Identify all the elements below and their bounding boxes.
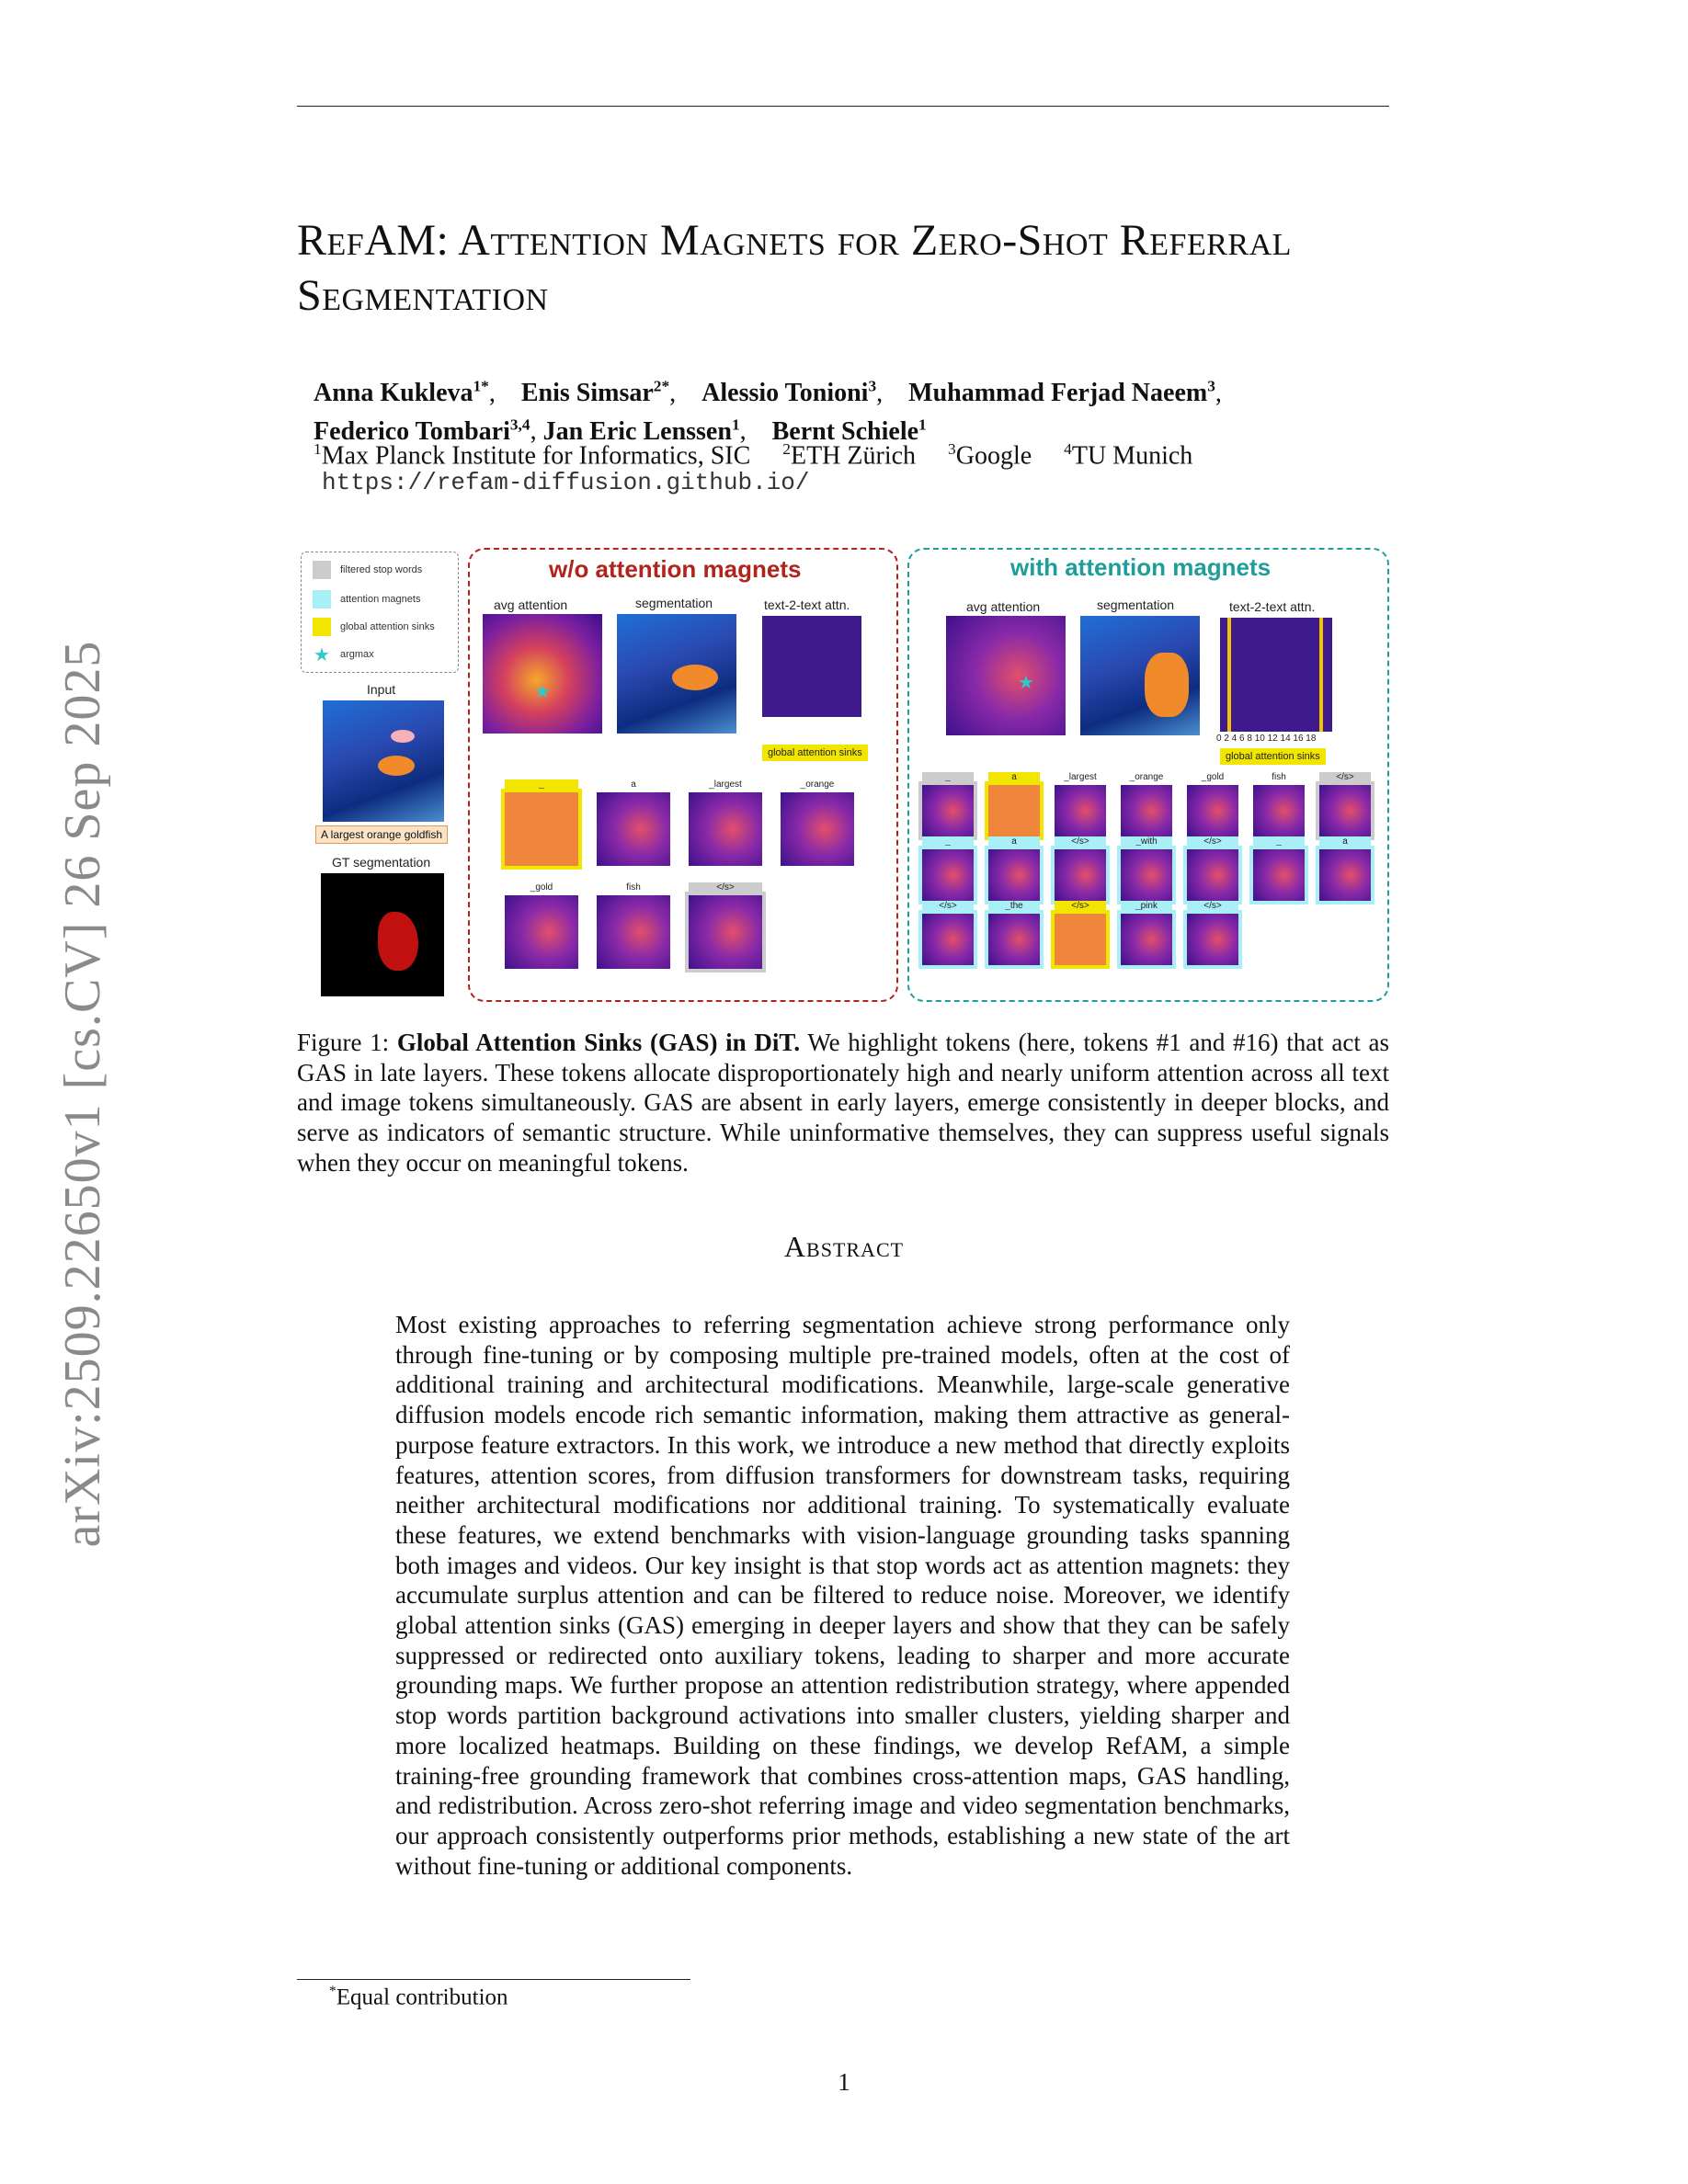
segmentation-map (617, 614, 736, 734)
panel-title: with attention magnets (1010, 553, 1272, 581)
token-attention-map (1121, 785, 1172, 836)
token-label: _gold (1201, 772, 1225, 782)
caption-text: We highlight tokens (here, tokens #1 and #16) that act as GAS in late layers. These tokens allocate disproportionately high and nearly uniform attention across all text and image tokens simultaneously. GAS are absent in early layers, emerge consistently in deeper blocks, and serve as indicators of semantic structure. While uninformative themselves, they can suppress useful signals when they occur on meaningful tokens. (297, 1029, 1390, 1177)
token-label: _ (505, 779, 578, 790)
token-attention-map (781, 792, 854, 866)
token-attention-map (1253, 849, 1305, 901)
token-attention-map (597, 895, 670, 969)
token-attention-map (505, 895, 578, 969)
footnote-rule (297, 1979, 690, 1980)
token-attention-map (922, 849, 974, 901)
legend-swatch (313, 618, 331, 636)
legend-item: attention magnets (313, 589, 420, 609)
col-label: segmentation (635, 596, 713, 610)
panel-without-magnets (468, 548, 898, 1002)
arxiv-stamp (28, 611, 138, 1576)
author-name: Federico Tombari$^{3,4}$ (314, 415, 530, 446)
sinks-label: global attention sinks (762, 745, 868, 761)
token-label: </s> (1055, 901, 1106, 911)
text-attention-matrix (762, 616, 861, 717)
col-label: text-2-text attn. (1229, 599, 1316, 614)
legend-item: ★ argmax (314, 644, 374, 665)
text-attention-matrix (1220, 618, 1332, 732)
col-label: avg attention (494, 597, 568, 612)
star-icon: ★ (1018, 673, 1034, 693)
token-attention-map (988, 785, 1040, 836)
affiliation: Google (955, 441, 1032, 471)
figure-legend (301, 552, 459, 673)
token-attention-map (1319, 785, 1371, 836)
caption-label: Figure 1: (297, 1029, 390, 1056)
token-label: a (1319, 836, 1371, 847)
token-label: _pink (1121, 901, 1172, 911)
project-url[interactable]: https://refam-diffusion.github.io/ (322, 469, 810, 496)
token-attention-map (1055, 914, 1106, 965)
token-label: _gold (530, 882, 553, 893)
token-label: fish (626, 882, 641, 893)
author-name: Jan Eric Lenssen$^1$ (542, 415, 740, 446)
token-label: </s> (1319, 772, 1371, 782)
author-name: Anna Kukleva$^{1*}$ (314, 378, 489, 408)
token-label: _orange (1129, 772, 1164, 782)
segmentation-map (1080, 616, 1200, 735)
token-label: </s> (922, 901, 974, 911)
author-name: Alessio Tonioni$^3$ (701, 378, 877, 408)
token-attention-map (1253, 785, 1305, 836)
token-label: _ (922, 772, 974, 782)
header-rule (297, 106, 1389, 107)
panel-with-magnets (907, 548, 1389, 1002)
token-attention-map (505, 792, 578, 866)
token-label: a (988, 836, 1040, 847)
token-label: a (988, 772, 1040, 782)
author-name: Enis Simsar$^{2*}$ (520, 378, 670, 408)
token-attention-map (988, 849, 1040, 901)
token-attention-map (1187, 785, 1238, 836)
affiliation: ETH Zürich (790, 441, 917, 471)
input-caption: A largest orange goldfish (315, 825, 448, 844)
figure-1 (297, 548, 1389, 1002)
legend-swatch (313, 561, 331, 579)
star-icon: ★ (534, 682, 551, 702)
affiliation: Max Planck Institute for Informatics, SIC (321, 441, 751, 471)
token-attention-map (1121, 849, 1172, 901)
token-label: _largest (1064, 772, 1097, 782)
token-attention-map (1187, 914, 1238, 965)
token-attention-map (922, 914, 974, 965)
token-attention-map (1319, 849, 1371, 901)
legend-swatch (313, 590, 331, 609)
author-name: Muhammad Ferjad Naeem$^3$ (908, 378, 1215, 408)
token-attention-map (988, 914, 1040, 965)
token-attention-map (1187, 849, 1238, 901)
star-icon: ★ (314, 644, 330, 665)
page-number: 1 (838, 2068, 850, 2096)
caption-title: Global Attention Sinks (GAS) in DiT. (396, 1029, 801, 1056)
axis-ticks: 0 2 4 6 8 10 12 14 16 18 (1216, 734, 1317, 744)
col-label: text-2-text attn. (764, 597, 850, 612)
token-attention-map (1055, 785, 1106, 836)
token-label: </s> (1187, 901, 1238, 911)
token-attention-map (689, 895, 762, 969)
abstract-text: Most existing approaches to referring segmentation achieve strong performance only through fine-tuning or by composing multiple pre-trained models, often at the cost of additional training and architectural modifications. Meanwhile, large-scale generative diffusion models encode rich semantic information, making them attractive as general-purpose feature extractors. In this work, we introduce a new method that directly exploits features, attention scores, from diffusion transformers for downstream tasks, requiring neither architectural modifications nor additional training. To systematically evaluate these features, we extend benchmarks with vision-language grounding tasks spanning both images and videos. Our key insight is that stop words act as attention magnets: they accumulate surplus attention and can be filtered to reduce noise. Moreover, we identify global attention sinks (GAS) emerging in deeper layers and show that they can be safely suppressed or redirected onto auxiliary tokens, leading to sharper and more accurate grounding maps. We further propose an attention redistribution strategy, where appended stop words partition background activations into smaller clusters, yielding sharper and more localized heatmaps. Building on these findings, we develop RefAM, a simple training-free grounding framework that combines cross-attention maps, GAS handling, and redistribution. Across zero-shot referring image and video segmentation benchmarks, our approach consistently outperforms prior methods, establishing a new state of the art without fine-tuning or additional components. (395, 1311, 1290, 1880)
author-list: Anna Kukleva$^{1*}$, Enis Simsar$^{2*}$, Alessio Tonioni$^3$, Muhammad Ferjad Naeem$^3$, Federico Tombari$^{3,4}$, Jan Eric Lenssen$^1$, Bernt Schiele$^1$ (314, 378, 1222, 446)
col-label: avg attention (966, 599, 1041, 614)
col-label: segmentation (1097, 597, 1175, 612)
footnote: *Equal contribution (329, 1984, 508, 2010)
affiliation: TU Munich (1071, 441, 1193, 471)
affiliations: $^1$Max Planck Institute for Informatics, SIC $^2$ETH Zürich $^3$Google $^4$TU Munich (314, 440, 1193, 471)
sinks-label: global attention sinks (1220, 748, 1326, 765)
token-attention-map (1055, 849, 1106, 901)
token-label: _largest (709, 779, 742, 790)
input-label: Input (367, 682, 396, 697)
token-label: _ (1253, 836, 1305, 847)
token-attention-map (922, 785, 974, 836)
token-label: _with (1121, 836, 1172, 847)
panel-title: w/o attention magnets (549, 555, 802, 583)
token-label: fish (1272, 772, 1286, 782)
token-attention-map (689, 792, 762, 866)
abstract-heading: Abstract (783, 1230, 905, 1263)
token-label: </s> (1055, 836, 1106, 847)
token-label: _ (922, 836, 974, 847)
gt-segmentation-image (321, 873, 444, 996)
token-label: _orange (800, 779, 835, 790)
legend-item: filtered stop words (313, 560, 422, 580)
figure-caption (297, 1028, 1389, 1178)
token-label: a (631, 779, 636, 790)
avg-attention-map (483, 614, 602, 734)
paper-title: RefAM: Attention Magnets for Zero-Shot Referral Segmentation (297, 216, 1292, 320)
gt-label: GT segmentation (332, 855, 431, 870)
arxiv-stamp-text: arXiv:2509.22650v1 [cs.CV] 26 Sep 2025 (54, 640, 111, 1548)
avg-attention-map (946, 616, 1066, 735)
author-name: Bernt Schiele$^1$ (771, 415, 927, 446)
token-label: </s> (1187, 836, 1238, 847)
token-attention-map (1121, 914, 1172, 965)
input-image (323, 700, 444, 822)
token-label: </s> (689, 882, 762, 893)
token-label: _the (988, 901, 1040, 911)
token-attention-map (597, 792, 670, 866)
legend-item: global attention sinks (313, 617, 435, 637)
